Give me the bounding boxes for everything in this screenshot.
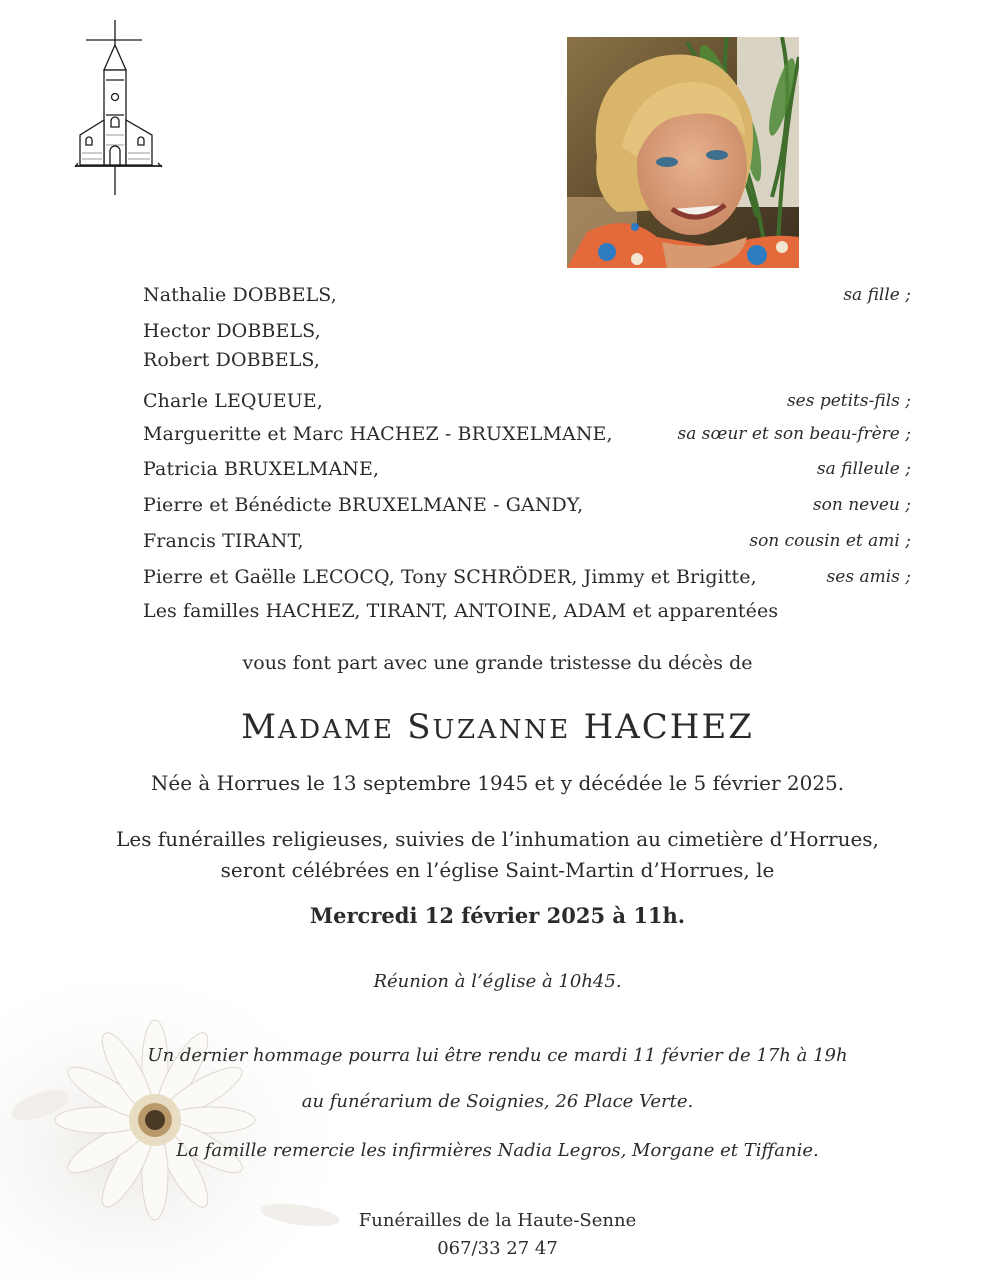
- family-row: [143, 345, 911, 375]
- family-name: Patricia BRUXELMANE,: [143, 458, 380, 480]
- family-name: Nathalie DOBBELS,: [143, 284, 337, 306]
- church-cross-icon: [70, 15, 170, 200]
- family-row: [143, 562, 911, 592]
- family-row: [143, 316, 911, 346]
- deceased-surname: HACHEZ: [583, 707, 754, 747]
- family-row: [143, 596, 911, 626]
- family-name: Charle LEQUEUE,: [143, 390, 323, 412]
- deceased-name: [0, 707, 995, 747]
- family-row: [143, 526, 911, 556]
- family-relation: sa fille ;: [843, 285, 911, 305]
- family-relation: son neveu ;: [812, 495, 911, 515]
- family-row: [143, 490, 911, 520]
- deceased-firstname-rest: UZANNE: [432, 715, 571, 745]
- intro-text: vous font part avec une grande tristesse du décès de: [242, 652, 753, 674]
- family-relation: son cousin et ami ;: [749, 531, 911, 551]
- family-row: [143, 454, 911, 484]
- family-row: [143, 419, 911, 449]
- family-name: Francis TIRANT,: [143, 530, 304, 552]
- family-relation: ses amis ;: [826, 567, 911, 587]
- family-relation: sa sœur et son beau-frère ;: [677, 424, 911, 444]
- family-row: [143, 386, 911, 416]
- flower-decoration: [0, 985, 360, 1280]
- funeral-line-1: Les funérailles religieuses, suivies de l’inhumation au cimetière d’Horrues,: [116, 827, 879, 851]
- funeral-line-2: seront célébrées en l’église Saint-Martin d’Horrues, le: [220, 858, 775, 882]
- homage-line-1: Un dernier hommage pourra lui être rendu ce mardi 11 février de 17h à 19h: [147, 1045, 848, 1066]
- deceased-title-initial: M: [241, 707, 278, 747]
- funeral-home-name: Funérailles de la Haute-Senne: [358, 1210, 637, 1231]
- family-relation: ses petits-fils ;: [786, 391, 911, 411]
- family-name: Margueritte et Marc HACHEZ - BRUXELMANE,: [143, 423, 613, 445]
- birth-death-line: Née à Horrues le 13 septembre 1945 et y décédée le 5 février 2025.: [150, 771, 845, 795]
- funeral-home-phone: 067/33 27 47: [437, 1238, 558, 1259]
- homage-line-2: au funérarium de Soignies, 26 Place Verte.: [301, 1091, 694, 1112]
- family-name: Pierre et Gaëlle LECOCQ, Tony SCHRÖDER, Jimmy et Brigitte,: [143, 566, 757, 588]
- family-name: Pierre et Bénédicte BRUXELMANE - GANDY,: [143, 494, 584, 516]
- family-relation: sa filleule ;: [816, 459, 911, 479]
- deceased-title-rest: ADAME: [277, 715, 395, 745]
- family-name: Hector DOBBELS,: [143, 320, 321, 342]
- reunion-text: Réunion à l’église à 10h45.: [373, 971, 622, 992]
- funeral-date: Mercredi 12 février 2025 à 11h.: [309, 903, 686, 928]
- family-name: Les familles HACHEZ, TIRANT, ANTOINE, ADAM et apparentées: [143, 600, 779, 622]
- portrait-photo: [567, 37, 799, 268]
- family-row: [143, 280, 911, 310]
- family-name: Robert DOBBELS,: [143, 349, 321, 371]
- thanks-text: La famille remercie les infirmières Nadia Legros, Morgane et Tiffanie.: [176, 1140, 819, 1161]
- deceased-firstname-initial: S: [407, 707, 433, 747]
